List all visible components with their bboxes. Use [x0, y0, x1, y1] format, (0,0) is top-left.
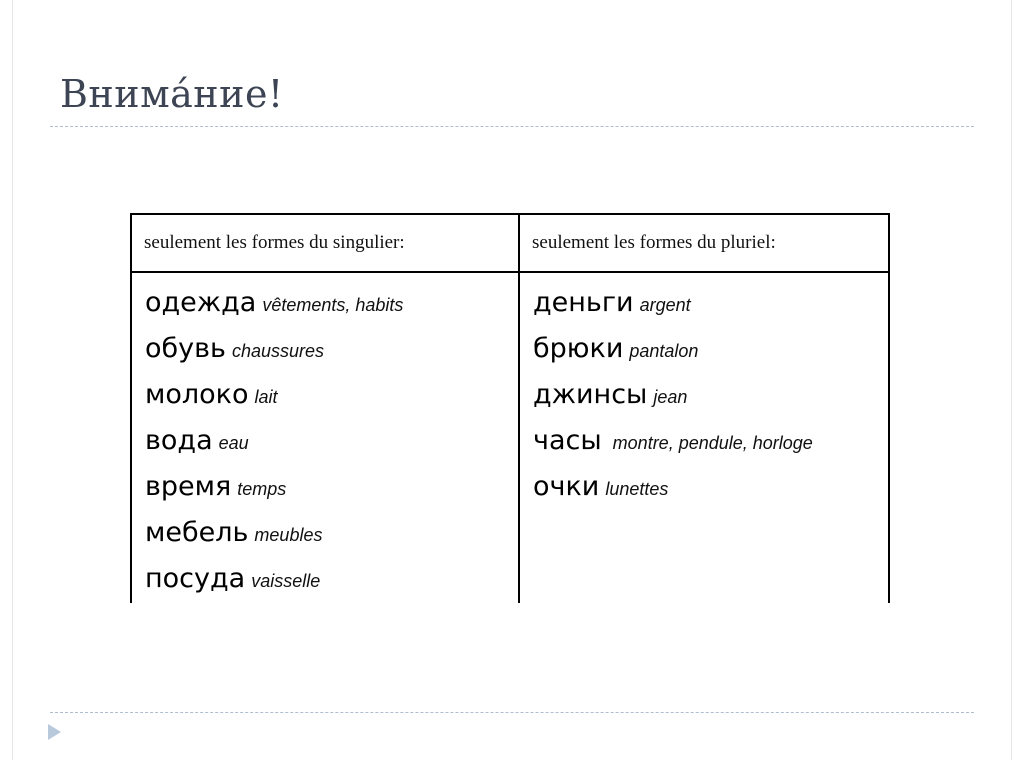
russian-word: брюки	[533, 333, 624, 364]
french-translation: lunettes	[605, 479, 669, 499]
triangle-right-icon[interactable]	[48, 724, 61, 740]
vocabulary-table	[130, 213, 890, 603]
singular-list	[133, 274, 517, 602]
french-translation: eau	[218, 433, 249, 453]
list-item	[145, 326, 505, 372]
list-item	[533, 418, 875, 464]
russian-word: время	[145, 471, 232, 502]
table-body-row	[131, 272, 889, 603]
list-item	[533, 326, 875, 372]
russian-word: вода	[145, 425, 213, 456]
russian-word: обувь	[145, 333, 226, 364]
french-translation: montre, pendule, horloge	[607, 433, 813, 453]
french-translation: lait	[254, 387, 278, 407]
french-translation: argent	[639, 295, 691, 315]
russian-word: мебель	[145, 517, 249, 548]
french-translation: vaisselle	[251, 571, 321, 591]
list-item	[145, 418, 505, 464]
french-translation: vêtements, habits	[262, 295, 404, 315]
french-translation: jean	[653, 387, 688, 407]
russian-word: молоко	[145, 379, 249, 410]
list-item	[533, 464, 875, 510]
french-translation: temps	[237, 479, 287, 499]
list-item	[533, 372, 875, 418]
french-translation: chaussures	[231, 341, 325, 361]
footer-divider	[50, 712, 974, 713]
list-item	[145, 556, 505, 602]
header-plural: seulement les formes du pluriel:	[519, 214, 889, 272]
russian-word: джинсы	[533, 379, 648, 410]
list-item	[145, 510, 505, 556]
header-singular: seulement les formes du singulier:	[131, 214, 519, 272]
plural-list	[521, 274, 887, 510]
title-divider	[50, 126, 974, 127]
russian-word: часы	[533, 425, 602, 456]
list-item	[533, 280, 875, 326]
french-translation: meubles	[254, 525, 323, 545]
table-header-row	[131, 214, 889, 272]
russian-word: очки	[533, 471, 600, 502]
singular-cell	[131, 272, 519, 603]
russian-word: посуда	[145, 563, 246, 594]
russian-word: одежда	[145, 287, 257, 318]
russian-word: деньги	[533, 287, 634, 318]
french-translation: pantalon	[629, 341, 699, 361]
list-item	[145, 464, 505, 510]
list-item	[145, 372, 505, 418]
plural-cell	[519, 272, 889, 603]
slide-title: Внима́ние!	[60, 72, 284, 116]
list-item	[145, 280, 505, 326]
